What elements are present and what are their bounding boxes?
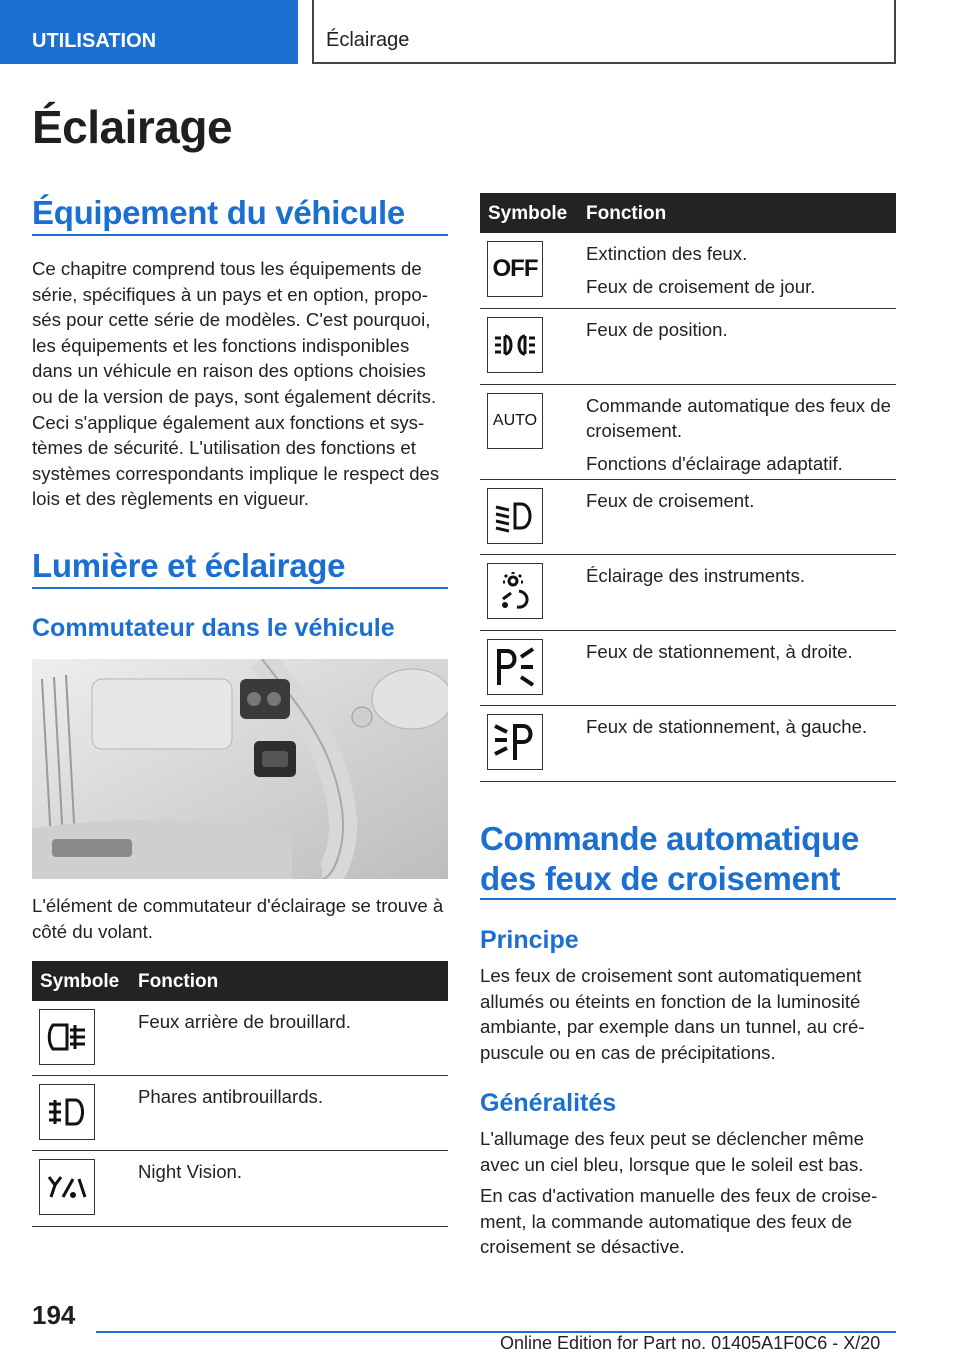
switch-caption: L'élément de commutateur d'éclairage se trouve à côté du volant.: [32, 895, 444, 942]
row-function: Feux de position.: [586, 319, 728, 340]
instrument-lighting-icon: [487, 563, 543, 619]
parking-right-icon: [487, 639, 543, 695]
low-beam-icon: [487, 488, 543, 544]
rear-fog-light-icon: [39, 1009, 95, 1065]
parking-left-icon: [487, 714, 543, 770]
position-lights-icon: [487, 317, 543, 373]
row-function: Éclairage des instruments.: [586, 565, 806, 586]
symbol-table-right: [480, 193, 896, 782]
table-row: [32, 1001, 448, 1076]
section-tab[interactable]: UTILISATION: [0, 0, 298, 64]
front-fog-light-icon: [39, 1084, 95, 1140]
equipment-paragraph: Ce chapitre comprend tous les équipements de série, spécifiques à un pays et en option, proposés pour cette série de modèles. C'est pourquoi, les équipements et les fonctions indisponibles dans un véhicule en raison des options choisies ou de la version de pays, sont également décrits. Ceci s'applique également aux fonctions et systèmes de sécurité. L'utilisation des fonctions et systèmes correspondants implique le respect des lois et des règlements en vigueur.: [32, 258, 440, 510]
topic-header: Éclairage: [312, 0, 896, 64]
auto-low-beam-heading-rule: [480, 898, 896, 900]
equipment-heading-rule: [32, 234, 448, 236]
off-icon: OFF: [487, 241, 543, 297]
table-row: [480, 631, 896, 706]
table-header: [32, 961, 448, 1001]
edition-text: Online Edition for Part no. 01405A1F0C6 - X/20: [500, 1333, 881, 1353]
switch-subheading: Commutateur dans le véhicule: [32, 614, 395, 642]
table-row: [480, 385, 896, 480]
table-row: [480, 233, 896, 309]
table-row: [480, 309, 896, 385]
general-text-2: En cas d'activation manuelle des feux de croisement, la commande automatique des feux de croisement se désactive.: [480, 1185, 878, 1258]
light-switch-photo: [32, 659, 448, 879]
auto-low-beam-heading: Commande automatique des feux de croisement: [480, 820, 860, 897]
auto-icon: AUTO: [487, 393, 543, 449]
row-function: Night Vision.: [138, 1161, 243, 1182]
principle-text: Les feux de croisement sont automatiquement allumés ou éteints en fonction de la luminosité ambiante, par exemple dans un tunnel, au crépuscule ou en cas de précipitations.: [480, 965, 865, 1063]
table-row: [480, 706, 896, 782]
lighting-heading: Lumière et éclairage: [32, 547, 346, 584]
row-function: Feux arrière de brouillard.: [138, 1011, 351, 1032]
row-function: Feux de stationnement, à gauche.: [586, 716, 868, 737]
table-row: [480, 555, 896, 631]
row-function: Commande automatique des feux de croisement. Fonctions d'éclairage adaptatif.: [586, 395, 891, 474]
equipment-heading: Équipement du véhicule: [32, 194, 405, 231]
page-number: 194: [32, 1300, 76, 1330]
row-function: Phares antibrouillards.: [138, 1086, 324, 1107]
lighting-heading-rule: [32, 587, 448, 589]
principle-heading: Principe: [480, 926, 579, 954]
row-function: Feux de croisement.: [586, 490, 755, 511]
col-function: Fonction: [138, 971, 219, 992]
table-row: [32, 1151, 448, 1227]
symbol-table-left: [32, 961, 448, 1227]
row-function: Extinction des feux. Feux de croisement de jour.: [586, 243, 816, 297]
table-row: [32, 1076, 448, 1151]
col-function: Fonction: [586, 203, 667, 224]
general-heading: Généralités: [480, 1089, 617, 1117]
col-symbol: Symbole: [40, 971, 120, 992]
table-header: [480, 193, 896, 233]
table-row: [480, 480, 896, 555]
page-title: Éclairage: [32, 101, 233, 153]
general-text-1: L'allumage des feux peut se déclencher même avec un ciel bleu, lorsque que le soleil est bas.: [480, 1128, 864, 1175]
col-symbol: Symbole: [488, 203, 568, 224]
row-function: Feux de stationnement, à droite.: [586, 641, 853, 662]
night-vision-icon: [39, 1159, 95, 1215]
